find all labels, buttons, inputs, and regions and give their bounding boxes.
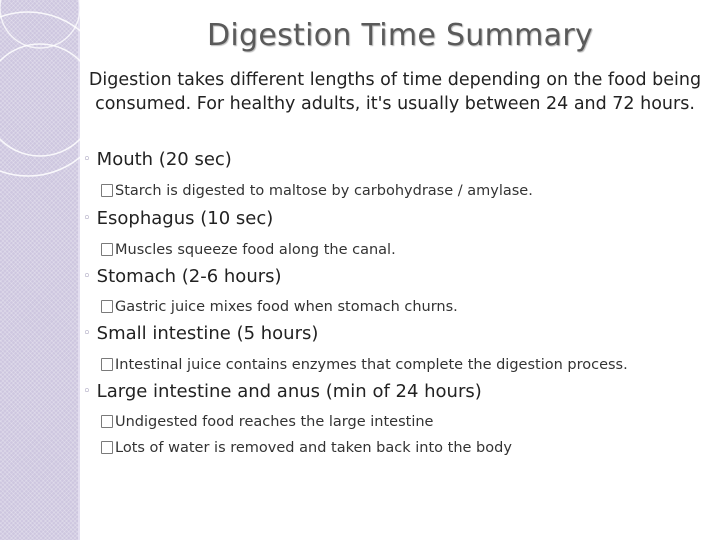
sub-bullet-item bbox=[101, 413, 433, 430]
sub-bullet-item bbox=[101, 182, 533, 199]
bullet-item bbox=[83, 149, 232, 170]
missing-glyph-icon bbox=[101, 415, 113, 428]
bullet-icon: ◦ bbox=[83, 326, 91, 341]
sub-bullet-label: Starch is digested to maltose by carbohydrase / amylase. bbox=[115, 183, 533, 199]
bullet-item bbox=[83, 266, 282, 287]
sub-bullet-label: Intestinal juice contains enzymes that complete the digestion process. bbox=[115, 357, 628, 373]
bullet-icon: ◦ bbox=[83, 152, 91, 167]
bullet-label: Stomach (2-6 hours) bbox=[96, 266, 282, 287]
bullet-icon: ◦ bbox=[83, 211, 91, 226]
intro-paragraph: Digestion takes different lengths of time depending on the food being consumed. For healthy adults, it's usually between 24 and 72 hours. bbox=[88, 70, 702, 114]
bullet-label: Mouth (20 sec) bbox=[96, 149, 232, 170]
sub-bullet-label: Muscles squeeze food along the canal. bbox=[115, 242, 396, 258]
bullet-item bbox=[83, 381, 482, 402]
sub-bullet-item bbox=[101, 439, 512, 456]
slide-title: Digestion Time Summary bbox=[206, 18, 594, 53]
bullet-label: Esophagus (10 sec) bbox=[96, 208, 274, 229]
missing-glyph-icon bbox=[101, 300, 113, 313]
sub-bullet-item bbox=[101, 356, 628, 373]
missing-glyph-icon bbox=[101, 243, 113, 256]
sub-bullet-item bbox=[101, 298, 458, 315]
sub-bullet-item bbox=[101, 241, 396, 258]
sub-bullet-label: Undigested food reaches the large intestine bbox=[115, 414, 434, 430]
bullet-item bbox=[83, 208, 273, 229]
missing-glyph-icon bbox=[101, 441, 113, 454]
missing-glyph-icon bbox=[101, 358, 113, 371]
bullet-item bbox=[83, 323, 318, 344]
bullet-icon: ◦ bbox=[83, 384, 91, 399]
sub-bullet-label: Gastric juice mixes food when stomach churns. bbox=[115, 299, 458, 315]
bullet-label: Small intestine (5 hours) bbox=[96, 323, 319, 344]
bullet-icon: ◦ bbox=[83, 269, 91, 284]
missing-glyph-icon bbox=[101, 184, 113, 197]
bullet-label: Large intestine and anus (min of 24 hours) bbox=[96, 381, 482, 402]
sub-bullet-label: Lots of water is removed and taken back into the body bbox=[115, 440, 512, 456]
